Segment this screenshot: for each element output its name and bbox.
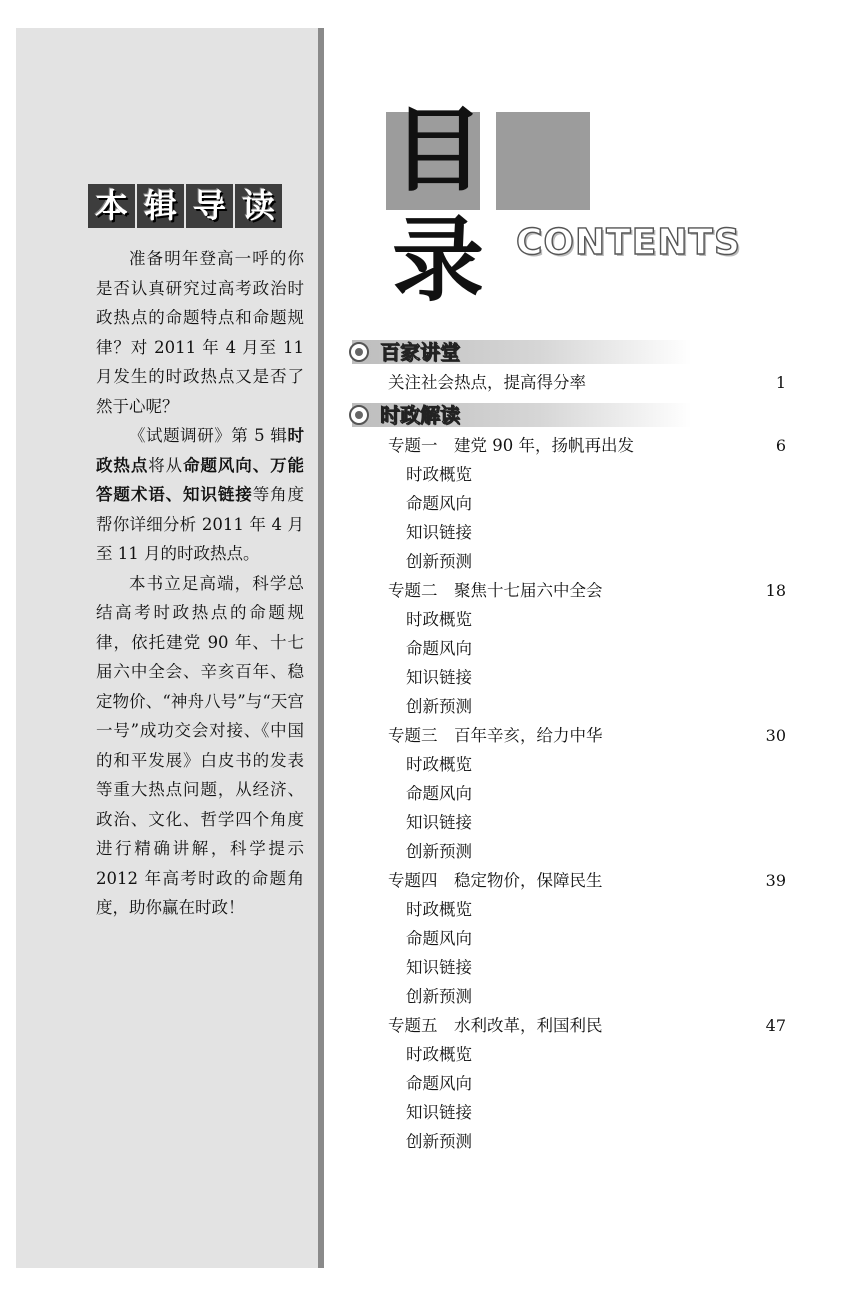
toc-page-number: 1: [775, 373, 786, 392]
toc-title: 目 录: [392, 97, 519, 314]
toc-subentry[interactable]: 知识链接: [406, 958, 472, 977]
guide-title-char: 读: [235, 184, 282, 228]
guide-bold-text: 时政热点: [96, 426, 304, 475]
contents-subtitle: CONTENTS: [516, 222, 741, 263]
bullet-circle-icon: [349, 405, 369, 425]
section-header-shizheng: [352, 403, 692, 427]
toc-subentry[interactable]: 创新预测: [406, 1132, 472, 1151]
toc-subentry[interactable]: 创新预测: [406, 842, 472, 861]
toc-entry[interactable]: 专题五 水利改革，利国利民: [388, 1016, 603, 1035]
toc-entry[interactable]: 专题四 稳定物价，保障民生: [388, 871, 603, 890]
toc-subentry[interactable]: 创新预测: [406, 987, 472, 1006]
toc-page-number: 47: [765, 1016, 786, 1035]
toc-subentry[interactable]: 知识链接: [406, 668, 472, 687]
toc-entry[interactable]: 专题二 聚焦十七届六中全会: [388, 581, 603, 600]
guide-title-char: 本: [88, 184, 135, 228]
section-header-baijia: [352, 340, 692, 364]
section-label: 时政解读: [380, 403, 460, 427]
guide-title-char: 导: [186, 184, 233, 228]
toc-entry[interactable]: 专题三 百年辛亥，给力中华: [388, 726, 603, 745]
toc-subentry[interactable]: 命题风向: [406, 1074, 472, 1093]
section-label: 百家讲堂: [380, 340, 460, 364]
guide-bold-text: 命题风向、万能答题术语、知识链接: [96, 455, 305, 504]
guide-paragraph-1: 准备明年登高一呼的你是否认真研究过高考政治时政热点的命题特点和命题规律？对 2011 年 4 月至 11 月发生的时政热点又是否了然于心呢？: [96, 249, 304, 416]
toc-entry[interactable]: 关注社会热点，提高得分率: [388, 373, 586, 392]
guide-paragraph-3: 本书立足高端，科学总结高考时政热点的命题规律，依托建党 90 年、十七届六中全会、辛亥百年、稳定物价、“神舟八号”与“天宫一号”成功交会对接、《中国的和平发展》白皮书的发表等重大热点问题，从经济、政治、文化、哲学四个角度进行精确讲解，科学提示 2012 年高考时政的命题角度，助你赢在时政！: [96, 573, 304, 917]
guide-title-char: 辑: [137, 184, 184, 228]
toc-subentry[interactable]: 命题风向: [406, 639, 472, 658]
toc-page-number: 6: [775, 436, 786, 455]
guide-paragraph-2: [96, 421, 304, 569]
guide-text: [96, 244, 304, 923]
toc-subentry[interactable]: 命题风向: [406, 784, 472, 803]
toc-subentry[interactable]: 知识链接: [406, 1103, 472, 1122]
toc-subentry[interactable]: 创新预测: [406, 697, 472, 716]
toc-subentry[interactable]: 时政概览: [406, 610, 472, 629]
toc-subentry[interactable]: 知识链接: [406, 813, 472, 832]
bullet-circle-icon: [349, 342, 369, 362]
toc-subentry[interactable]: 创新预测: [406, 552, 472, 571]
toc-page-number: 39: [765, 871, 786, 890]
guide-text-span: 等角度帮你详细分析 2011 年 4 月至 11 月的时政热点。: [96, 485, 305, 563]
toc-subentry[interactable]: 时政概览: [406, 1045, 472, 1064]
toc-subentry[interactable]: 知识链接: [406, 523, 472, 542]
toc-subentry[interactable]: 命题风向: [406, 494, 472, 513]
toc-subentry[interactable]: 时政概览: [406, 755, 472, 774]
guide-text-span: 将从: [148, 455, 184, 475]
guide-text-span: 《试题调研》第 5 辑: [129, 426, 288, 445]
sidebar-divider: [318, 28, 324, 1268]
toc-entry[interactable]: 专题一 建党 90 年，扬帆再出发: [388, 436, 634, 455]
toc-page-number: 30: [765, 726, 786, 745]
guide-title: [88, 184, 282, 228]
toc-page-number: 18: [765, 581, 786, 600]
toc-subentry[interactable]: 时政概览: [406, 465, 472, 484]
toc-subentry[interactable]: 时政概览: [406, 900, 472, 919]
toc-subentry[interactable]: 命题风向: [406, 929, 472, 948]
